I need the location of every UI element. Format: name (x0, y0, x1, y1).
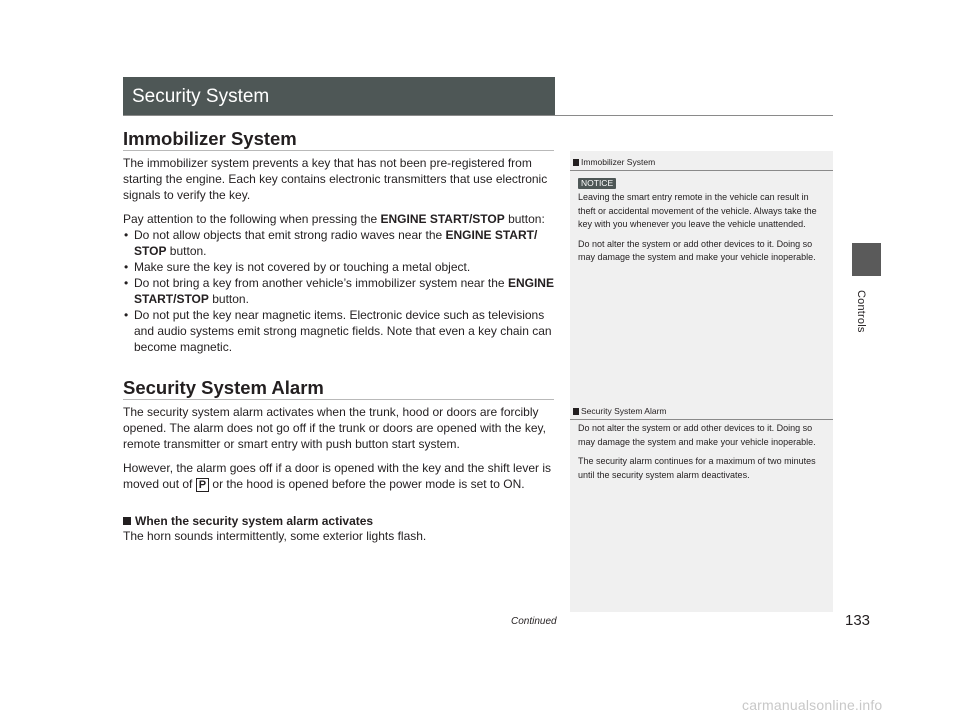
page-number: 133 (845, 612, 871, 629)
alarm-heading-rule (123, 399, 554, 400)
square-bullet-icon (123, 517, 131, 525)
immobilizer-intro: The immobilizer system prevents a key that has not been pre-registered from starting the engine. Each key contains electronic transmitters that use electronic signals to verify the key. (123, 156, 548, 202)
notice-badge: NOTICE (578, 178, 616, 189)
list-item: • Make sure the key is not covered by or touching a metal object. (123, 259, 554, 275)
alarm-note-text: Do not alter the system or add other devices to it. Doing so may damage the system and make your vehicle inoperable. The security alarm continues for a maximum of two minutes until the security system alarm deactivates. (578, 423, 816, 480)
immobilizer-note-title: Immobilizer System (573, 157, 655, 167)
title-divider (123, 115, 833, 116)
immobilizer-attention: Pay attention to the following when pressing the ENGINE START/STOP button: (123, 212, 545, 226)
page-title: Security System (123, 77, 555, 116)
alarm-body (123, 404, 554, 492)
alarm-para-2: However, the alarm goes off if a door is opened with the key and the shift lever is moved out of P or the hood is opened before the power mode is set to ON. (123, 461, 552, 491)
alarm-note-title: Security System Alarm (573, 406, 667, 416)
reference-marker-icon (573, 408, 579, 415)
list-item: • Do not allow objects that emit strong radio waves near the ENGINE START/ STOP button. (123, 227, 554, 259)
continued-label: Continued (511, 616, 557, 627)
alarm-para-1: The security system alarm activates when the trunk, hood or doors are forcibly opened. The alarm does not go off if the trunk or doors are opened with the key, remote transmitter or smart entry with push button start system. (123, 405, 546, 451)
note-divider (570, 419, 833, 420)
reference-marker-icon (573, 159, 579, 166)
list-item: • Do not put the key near magnetic items. Electronic device such as televisions and audio systems emit strong magnetic fields. Note that even a key chain can become magnetic. (123, 307, 554, 355)
alarm-para-3: The horn sounds intermittently, some exterior lights flash. (123, 529, 427, 543)
alarm-heading: Security System Alarm (123, 377, 324, 398)
note-divider (570, 170, 833, 171)
alarm-subheading: When the security system alarm activates (123, 514, 373, 528)
watermark: carmanualsonline.info (742, 697, 883, 713)
chapter-tab-label: Controls (855, 290, 867, 333)
immobilizer-heading-rule (123, 150, 554, 151)
immobilizer-body (123, 155, 554, 355)
list-item: • Do not bring a key from another vehicle’s immobilizer system near the ENGINE START/STOP button. (123, 275, 554, 307)
gear-p-symbol: P (196, 478, 209, 492)
chapter-tab-marker (852, 243, 881, 276)
immobilizer-note-text: Leaving the smart entry remote in the vehicle can result in theft or accidental movement of the vehicle. Always take the key with you whenever you leave the vehicle unattended. Do not alter the system or add other devices to it. Doing so may damage the system and make your vehicle inoperable. (578, 192, 817, 263)
immobilizer-heading: Immobilizer System (123, 128, 297, 149)
